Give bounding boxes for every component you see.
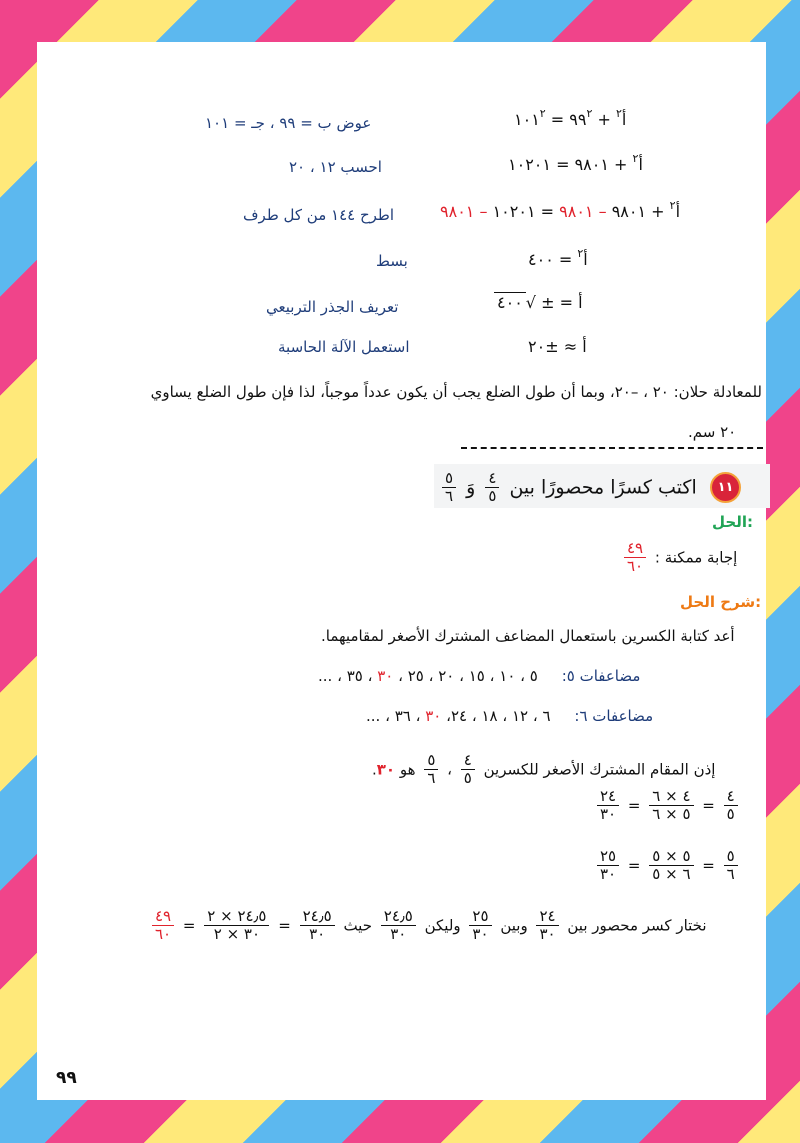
multiples5-label: مضاعفات ٥: [561, 667, 641, 685]
multiples6-before: ٦ ، ١٢ ، ١٨ ، ٢٤، [446, 707, 551, 725]
conv1-eq2: = [627, 796, 641, 815]
section-divider [461, 447, 763, 449]
lcd-end: . [372, 760, 377, 779]
eq1-sq-c: ٢ [539, 107, 546, 120]
final-f5-den: ٣٠ × ٢ [213, 925, 261, 944]
step-note-2 [289, 158, 382, 176]
eq3-minus2: – [479, 202, 488, 221]
conv1-c-num: ٢٤ [597, 788, 619, 806]
conclusion-line-1: للمعادلة حلان: ٢٠ ، –٢٠، وبما أن طول الضلع يجب أن يكون عدداً موجباً، لذا فإن طول الضلع يساوي [150, 383, 762, 401]
conv2-b-num: ٥ × ٥ [649, 848, 693, 866]
eq2-eq: = [556, 155, 570, 174]
eq3-eq: = [540, 202, 555, 221]
question-and: وَ [466, 476, 476, 499]
eq5-pm: ± [541, 293, 555, 312]
final-f2-num: ٢٥ [469, 908, 491, 926]
equation-2 [508, 152, 643, 174]
possible-answer-label: إجابة ممكنة : [654, 548, 738, 567]
conv2-c-num: ٢٥ [597, 848, 619, 866]
possible-answer-fraction [624, 540, 646, 576]
eq1-sq-a: ٢ [616, 107, 622, 120]
conv2-eq1: = [702, 856, 715, 875]
equation-4 [528, 247, 588, 269]
eq6-a: أ [582, 337, 587, 356]
question-fraction-2 [442, 470, 456, 506]
q-f1-den: ٥ [488, 487, 497, 506]
equation-1 [514, 107, 627, 129]
eq3-plus: + [651, 202, 665, 221]
eq3-red1: ٩٨٠١ [559, 202, 594, 221]
step-note-4: بسط [376, 252, 408, 270]
q-f1-num: ٤ [485, 470, 499, 488]
conv1-a-num: ٤ [724, 788, 738, 806]
sqrt-sign: √ [525, 293, 536, 312]
question-prompt: اكتب كسرًا محصورًا بين [509, 476, 697, 499]
multiples-of-6 [366, 707, 653, 725]
eq3-sq: ٢ [669, 199, 676, 212]
final-f3-num: ٢٤٫٥ [381, 908, 416, 926]
multiples5-before: ٥ ، ١٠ ، ١٥ ، ٢٠ ، ٢٥ ، [398, 667, 538, 685]
multiples6-after: ، ٣٦ ، ... [366, 707, 421, 725]
lcd-fraction-2 [424, 752, 438, 788]
eq3-b: ٩٨٠١ [611, 202, 647, 221]
equation-5 [494, 293, 583, 312]
lcd-f2-den: ٦ [427, 769, 436, 788]
page-number: ٩٩ [56, 1068, 77, 1088]
eq4-c: ٤٠٠ [528, 250, 554, 269]
final-frac-3 [381, 908, 416, 944]
eq4-sq: ٢ [577, 247, 584, 260]
lcd-f2-num: ٥ [424, 752, 438, 770]
final-f4-den: ٣٠ [309, 925, 326, 944]
final-line [148, 908, 707, 944]
lcd-is: هو [399, 760, 416, 779]
multiples-of-5 [318, 667, 640, 685]
eq2-sq: ٢ [632, 152, 639, 165]
lcd-f1-num: ٤ [461, 752, 475, 770]
eq1-b: ٩٩ [569, 110, 587, 129]
eq6-approx: ≈ [563, 337, 578, 356]
lcd-sep: ، [447, 760, 453, 779]
final-t4: حيث [343, 916, 372, 935]
eq1-plus: + [597, 110, 611, 129]
possible-answer [620, 540, 737, 576]
equation-3 [440, 199, 681, 221]
final-t2: وبين [500, 916, 528, 935]
final-frac-1 [536, 908, 558, 944]
multiples6-label: مضاعفات ٦: [574, 707, 654, 725]
eq4-a: أ [583, 250, 588, 269]
final-frac-6 [152, 908, 174, 944]
eq5-radicand: ٤٠٠ [494, 292, 526, 312]
eq3-c: ١٠٢٠١ [492, 202, 536, 221]
conv1-frac-a [724, 788, 738, 824]
conv1-b-den: ٥ × ٦ [652, 805, 691, 824]
final-t1: نختار كسر محصور بين [567, 916, 707, 935]
question-number-badge: ١١ [710, 472, 741, 503]
lcd-fraction-1 [461, 752, 475, 788]
final-f1-num: ٢٤ [536, 908, 558, 926]
lcd-line [372, 752, 715, 788]
conversion-2 [593, 848, 742, 884]
final-eq2: = [182, 916, 196, 935]
conv1-eq1: = [702, 796, 715, 815]
conv2-eq2: = [627, 856, 641, 875]
step-note-5: تعريف الجذر التربيعي [266, 298, 399, 316]
q-f2-den: ٦ [445, 487, 454, 506]
lcd-f1-den: ٥ [463, 769, 472, 788]
eq3-a: أ [675, 202, 681, 221]
eq2-plus: + [614, 155, 628, 174]
answer-den: ٦٠ [627, 557, 644, 576]
eq3-red2: ٩٨٠١ [440, 202, 475, 221]
conv2-a-den: ٦ [726, 865, 735, 884]
final-f4-num: ٢٤٫٥ [300, 908, 335, 926]
step-note-3: اطرح ١٤٤ من كل طرف [243, 206, 395, 224]
conv2-b-den: ٦ × ٥ [652, 865, 691, 884]
explain-line: أعد كتابة الكسرين باستعمال المضاعف المشترك الأصغر لمقاميهما. [321, 627, 735, 645]
eq6-c: ±٢٠ [528, 337, 559, 356]
eq5-a: أ [578, 293, 583, 312]
eq2-a: أ [638, 155, 643, 174]
conv1-frac-b [649, 788, 693, 824]
final-f6-num: ٤٩ [152, 908, 174, 926]
question-text [438, 470, 697, 506]
eq1-c: ١٠١ [514, 110, 540, 129]
conv2-frac-b [649, 848, 693, 884]
step-note-2-text: احسب ١٢ ، ٢٠ [289, 158, 382, 176]
final-frac-5 [204, 908, 269, 944]
final-frac-4 [300, 908, 335, 944]
conv1-b-num: ٤ × ٦ [649, 788, 693, 806]
eq3-minus1: – [598, 202, 607, 221]
conversion-1 [593, 788, 742, 824]
multiples5-highlight: ٣٠ [377, 667, 394, 685]
answer-num: ٤٩ [624, 540, 646, 558]
eq2-b: ٩٨٠١ [574, 155, 609, 174]
conv1-frac-c [597, 788, 619, 824]
conv1-a-den: ٥ [726, 805, 735, 824]
final-t3: وليكن [424, 916, 461, 935]
final-f5-num: ٢٤٫٥ × ٢ [204, 908, 269, 926]
final-f3-den: ٣٠ [390, 925, 407, 944]
eq1-a: أ [621, 110, 627, 129]
eq1-sq-b: ٢ [586, 107, 593, 120]
conv2-frac-c [597, 848, 619, 884]
conv1-c-den: ٣٠ [600, 805, 617, 824]
lcd-prefix: إذن المقام المشترك الأصغر للكسرين [483, 760, 716, 779]
step-note-6: استعمل الآلة الحاسبة [278, 338, 410, 356]
multiples6-highlight: ٣٠ [425, 707, 442, 725]
question-fraction-1 [485, 470, 499, 506]
final-eq1: = [278, 916, 291, 935]
multiples5-after: ، ٣٥ ، ... [318, 667, 373, 685]
eq4-eq: = [558, 250, 573, 269]
conv2-c-den: ٣٠ [600, 865, 617, 884]
conclusion-line-2: ٢٠ سم. [688, 423, 737, 441]
eq2-c: ١٠٢٠١ [508, 155, 551, 174]
eq5-eq: = [559, 293, 573, 312]
conv2-frac-a [724, 848, 738, 884]
final-frac-2 [469, 908, 491, 944]
equation-6 [528, 337, 587, 356]
step-note-1: عوض ب = ٩٩ ، جـ = ١٠١ [205, 114, 372, 132]
final-f6-den: ٦٠ [155, 925, 172, 944]
final-f1-den: ٣٠ [539, 925, 556, 944]
solution-label: الحل: [712, 513, 753, 531]
q-f2-num: ٥ [442, 470, 456, 488]
eq1-eq: = [550, 110, 565, 129]
explanation-label: شرح الحل: [680, 593, 762, 611]
conv2-a-num: ٥ [724, 848, 738, 866]
lcd-value: ٣٠ [376, 760, 396, 779]
final-f2-den: ٣٠ [472, 925, 489, 944]
